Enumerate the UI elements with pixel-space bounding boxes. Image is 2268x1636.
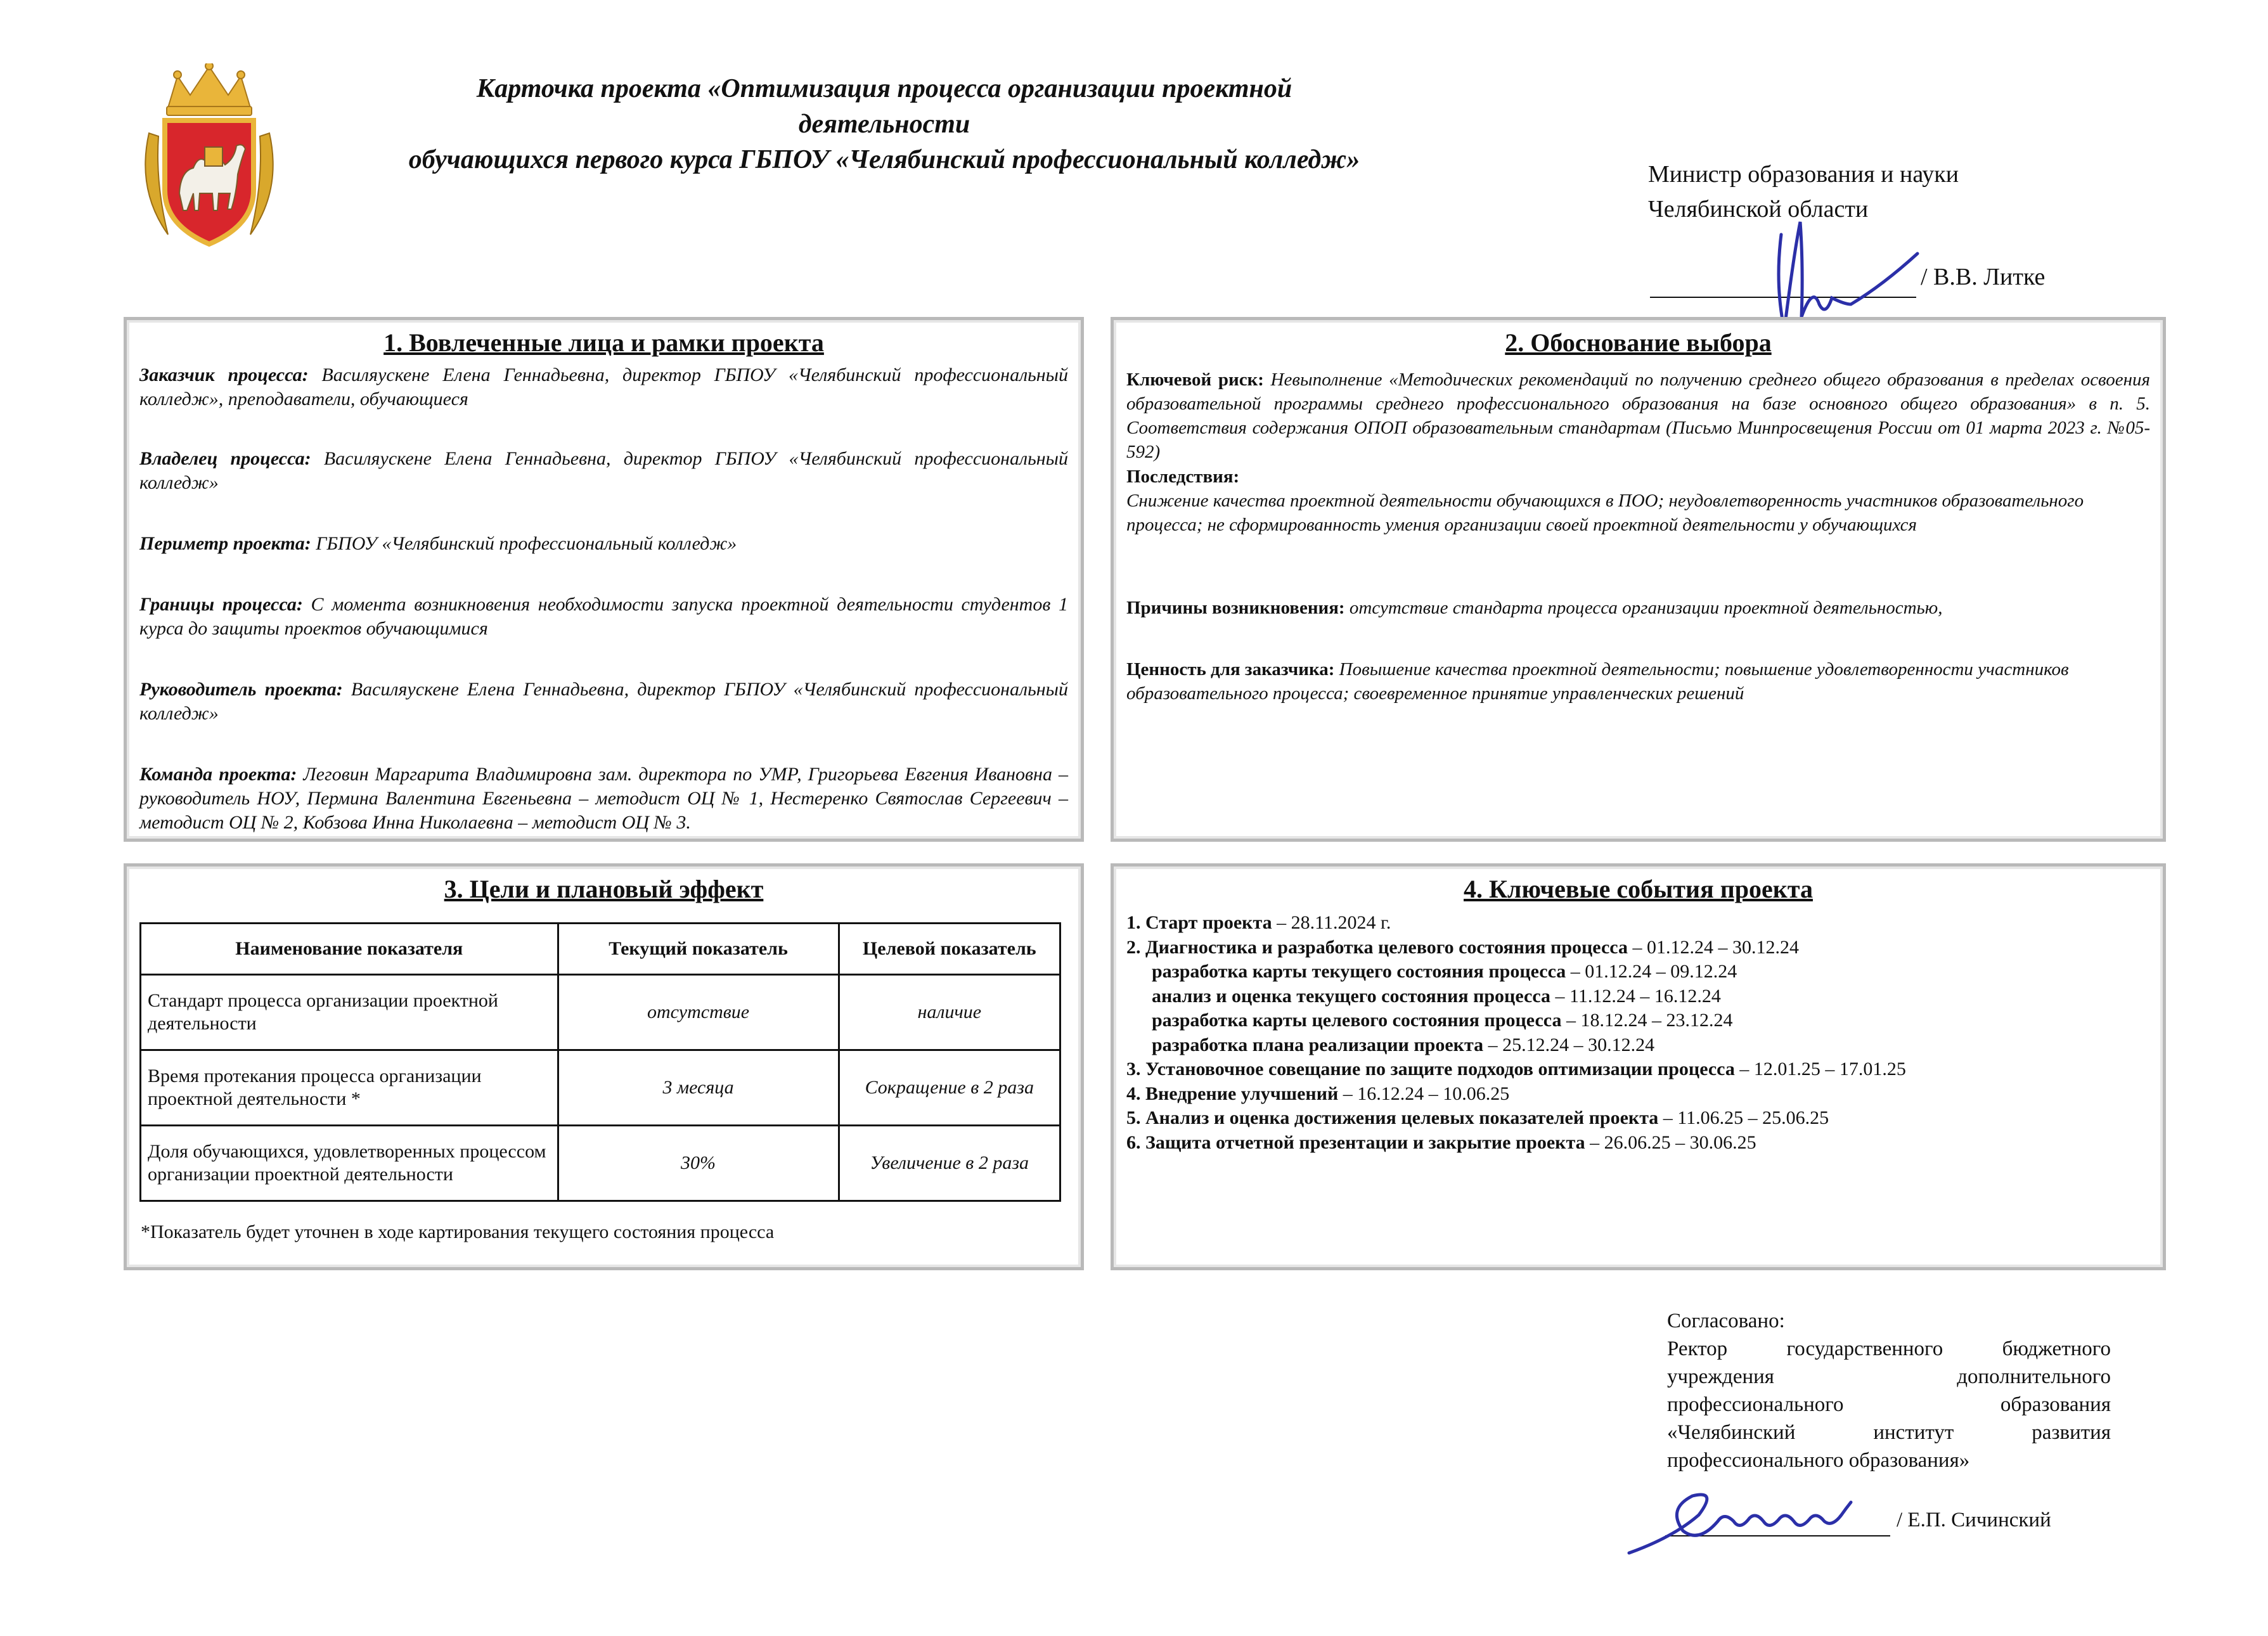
event-item: 1. Старт проекта – 28.11.2024 г. <box>1126 912 1391 933</box>
event-item: 6. Защита отчетной презентации и закрытие проекта – 26.06.25 – 30.06.25 <box>1126 1131 1756 1153</box>
agreement-block <box>1667 1307 2111 1474</box>
approval-position-line-1: Министр образования и науки <box>1648 161 1959 188</box>
target-value: Сокращение в 2 раза <box>839 1050 1060 1126</box>
agreement-line: профессионального образования <box>1667 1393 2111 1416</box>
panel-3-title: 3. Цели и плановый эффект <box>444 875 764 903</box>
goals-footnote: *Показатель будет уточнен в ходе картирования текущего состояния процесса <box>141 1221 775 1242</box>
goals-table <box>139 922 1061 1202</box>
approval-position-line-2: Челябинской области <box>1648 196 1869 222</box>
table-row <box>141 1126 1060 1201</box>
customer-value-item: Ценность для заказчика: Повышение качества проектной деятельности; повышение удовлетворенности участников образовательного процесса; своевременное принятие управленческих решений <box>1126 659 2069 704</box>
perimeter-item: Периметр проекта: ГБПОУ «Челябинский профессиональный колледж» <box>139 533 737 554</box>
agreement-line: профессионального образования» <box>1667 1449 1970 1472</box>
table-row <box>141 975 1060 1050</box>
event-subitem: разработка карты текущего состояния процесса – 01.12.24 – 09.12.24 <box>1152 961 1737 982</box>
current-value: 30% <box>558 1126 839 1201</box>
panel-stakeholders <box>124 317 1084 842</box>
indicator-name: Доля обучающихся, удовлетворенных процессом организации проектной деятельности <box>141 1126 558 1201</box>
events-list <box>1126 911 1906 1155</box>
target-value: Увеличение в 2 раза <box>839 1126 1060 1201</box>
document-title <box>393 71 1376 177</box>
panel-key-events <box>1111 863 2166 1270</box>
table-row <box>141 1050 1060 1126</box>
agreement-line: учреждения дополнительного <box>1667 1365 2111 1388</box>
customer-item: Заказчик процесса: Василяускене Елена Геннадьевна, директор ГБПОУ «Челябинский профессиональный колледж», преподаватели, обучающиеся <box>139 364 1069 409</box>
causes-item: Причины возникновения: отсутствие стандарта процесса организации проектной деятельностью, <box>1126 598 1943 618</box>
project-team-item: Команда проекта: Леговин Маргарита Владимировна зам. директора по УМР, Григорьева Евгения Ивановна – руководитель НОУ, Пермина Валентина Евгеньевна – методист ОЦ № 1, Нестеренко Святослав Сергеевич – методист ОЦ № 2, Кобзова Инна Николаевна – методист ОЦ № 3. <box>139 764 1068 833</box>
agreement-line: Ректор государственного бюджетного <box>1667 1337 2111 1360</box>
title-line-1: Карточка проекта «Оптимизация процесса организации проектной деятельности <box>476 74 1292 139</box>
column-header: Наименование показателя <box>141 924 558 975</box>
panel-4-title: 4. Ключевые события проекта <box>1464 875 1813 903</box>
project-lead-item: Руководитель проекта: Василяускене Елена Геннадьевна, директор ГБПОУ «Челябинский профессиональный колледж» <box>139 679 1068 724</box>
panel-1-title: 1. Вовлеченные лица и рамки проекта <box>383 328 824 357</box>
event-subitem: разработка карты целевого состояния процесса – 18.12.24 – 23.12.24 <box>1152 1010 1733 1031</box>
column-header: Целевой показатель <box>839 924 1060 975</box>
agreement-signature <box>1623 1477 1902 1559</box>
event-item: 5. Анализ и оценка достижения целевых показателей проекта – 11.06.25 – 25.06.25 <box>1126 1107 1829 1128</box>
agreement-heading: Согласовано: <box>1667 1310 1785 1332</box>
event-item: 3. Установочное совещание по защите подходов оптимизации процесса – 12.01.25 – 17.01.25 <box>1126 1059 1906 1079</box>
event-subitem: разработка плана реализации проекта – 25.12.24 – 30.12.24 <box>1152 1034 1655 1055</box>
consequences-item: Последствия: Снижение качества проектной деятельности обучающихся в ПОО; неудовлетворенность участников образовательного процесса; не сформированность умения организации своей проектной деятельности у обучающихся <box>1126 467 2084 535</box>
agreement-line: «Челябинский институт развития <box>1667 1421 2111 1444</box>
panel-2-title: 2. Обоснование выбора <box>1505 328 1772 357</box>
event-item: 4. Внедрение улучшений – 16.12.24 – 10.06.25 <box>1126 1083 1510 1104</box>
agreement-signer-name: / Е.П. Сичинский <box>1897 1509 2051 1531</box>
boundaries-item: Границы процесса: С момента возникновения необходимости запуска проектной деятельности студентов 1 курса до защиты проектов обучающимися <box>139 594 1068 639</box>
event-item: 2. Диагностика и разработка целевого состояния процесса – 01.12.24 – 30.12.24 <box>1126 936 1799 958</box>
panel-goals <box>124 863 1084 1270</box>
indicator-name: Время протекания процесса организации проектной деятельности * <box>141 1050 558 1126</box>
table-header-row <box>141 924 1060 975</box>
owner-item: Владелец процесса: Василяускене Елена Геннадьевна, директор ГБПОУ «Челябинский профессиональный колледж» <box>139 448 1068 493</box>
coat-of-arms-emblem <box>130 63 288 254</box>
indicator-name: Стандарт процесса организации проектной деятельности <box>141 975 558 1050</box>
target-value: наличие <box>839 975 1060 1050</box>
key-risk-item: Ключевой риск: Невыполнение «Методических рекомендаций по получению среднего общего образования в пределах освоения образовательной программы среднего профессионального образования на базе основного общего образования» в п. 5. Соответствия содержания ОПОП образовательным стандартам (Письмо Минпросвещения России от 01 марта 2023 г. №05-592) <box>1126 370 2151 462</box>
event-subitem: анализ и оценка текущего состояния процесса – 11.12.24 – 16.12.24 <box>1152 985 1721 1007</box>
panel-justification <box>1111 317 2166 842</box>
title-line-2: обучающихся первого курса ГБПОУ «Челябинский профессиональный колледж» <box>408 145 1360 174</box>
column-header: Текущий показатель <box>558 924 839 975</box>
approval-signer-name: / В.В. Литке <box>1921 264 2046 290</box>
current-value: отсутствие <box>558 975 839 1050</box>
current-value: 3 месяца <box>558 1050 839 1126</box>
